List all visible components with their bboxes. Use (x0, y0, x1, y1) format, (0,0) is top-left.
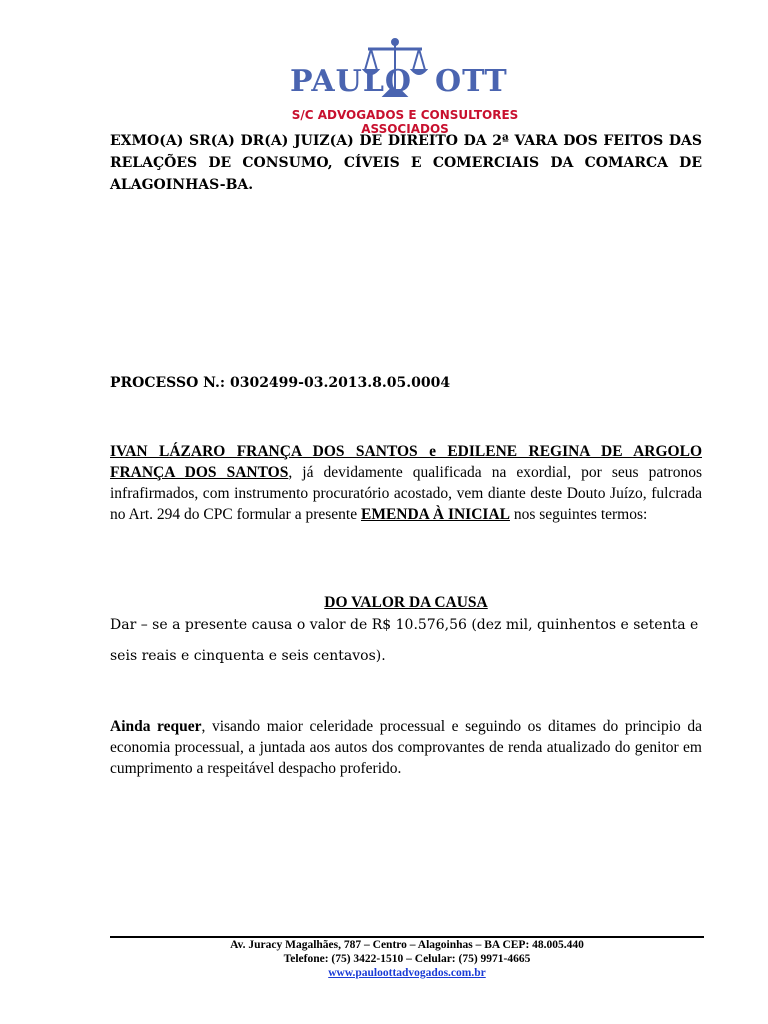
addressee-heading: EXMO(A) SR(A) DR(A) JUIZ(A) DE DIREITO DA 2ª VARA DOS FEITOS DAS RELAÇÕES DE CONSUMO, CÍVEIS E COMERCIAIS DA COMARCA DE ALAGOINHAS-BA. (110, 133, 702, 193)
intro-text-a: , já devidamente qualificada na exordial, por seus patronos infrafirmados, com instrumento procuratório acostado, vem diante deste Douto Juízo, fulcrada no Art. 294 do CPC formular a presente (110, 464, 703, 523)
party-names: IVAN LÁZARO FRANÇA DOS SANTOS e EDILENE REGINA DE ARGOLO FRANÇA DOS SANTOS (110, 443, 702, 481)
footer-phones: Telefone: (75) 3422-1510 – Celular: (75) 9971-4665 (283, 953, 531, 965)
emenda-emphasis: EMENDA À INICIAL (360, 506, 510, 523)
intro-paragraph (110, 441, 702, 525)
section-title: DO VALOR DA CAUSA (324, 594, 488, 611)
request-text: , visando maior celeridade processual e seguindo os ditames do principio da economia processual, a juntada aos autos dos comprovantes de renda atualizado do genitor em cumprimento a respeitável despacho proferido. (110, 718, 702, 777)
brand-name-right: OTT (435, 64, 508, 99)
footer-website-link[interactable]: www.pauloottadvogados.com.br (328, 967, 486, 979)
footer-address: Av. Juracy Magalhães, 787 – Centro – Alagoinhas – BA CEP: 48.005.440 (230, 939, 584, 951)
letterhead-logo (250, 38, 560, 136)
intro-text-b: nos seguintes termos: (509, 506, 648, 523)
request-lead: Ainda requer (110, 718, 202, 735)
letterhead-subtitle: S/C ADVOGADOS E CONSULTORES ASSOCIADOS (291, 108, 519, 136)
request-paragraph (110, 716, 702, 779)
brand-name-left: PAULO (290, 64, 413, 99)
process-number: PROCESSO N.: 0302499-03.2013.8.05.0004 (110, 375, 451, 391)
value-paragraph: Dar – se a presente causa o valor de R$ 10.576,56 (dez mil, quinhentos e setenta e seis reais e cinquenta e seis centavos). (110, 617, 699, 664)
